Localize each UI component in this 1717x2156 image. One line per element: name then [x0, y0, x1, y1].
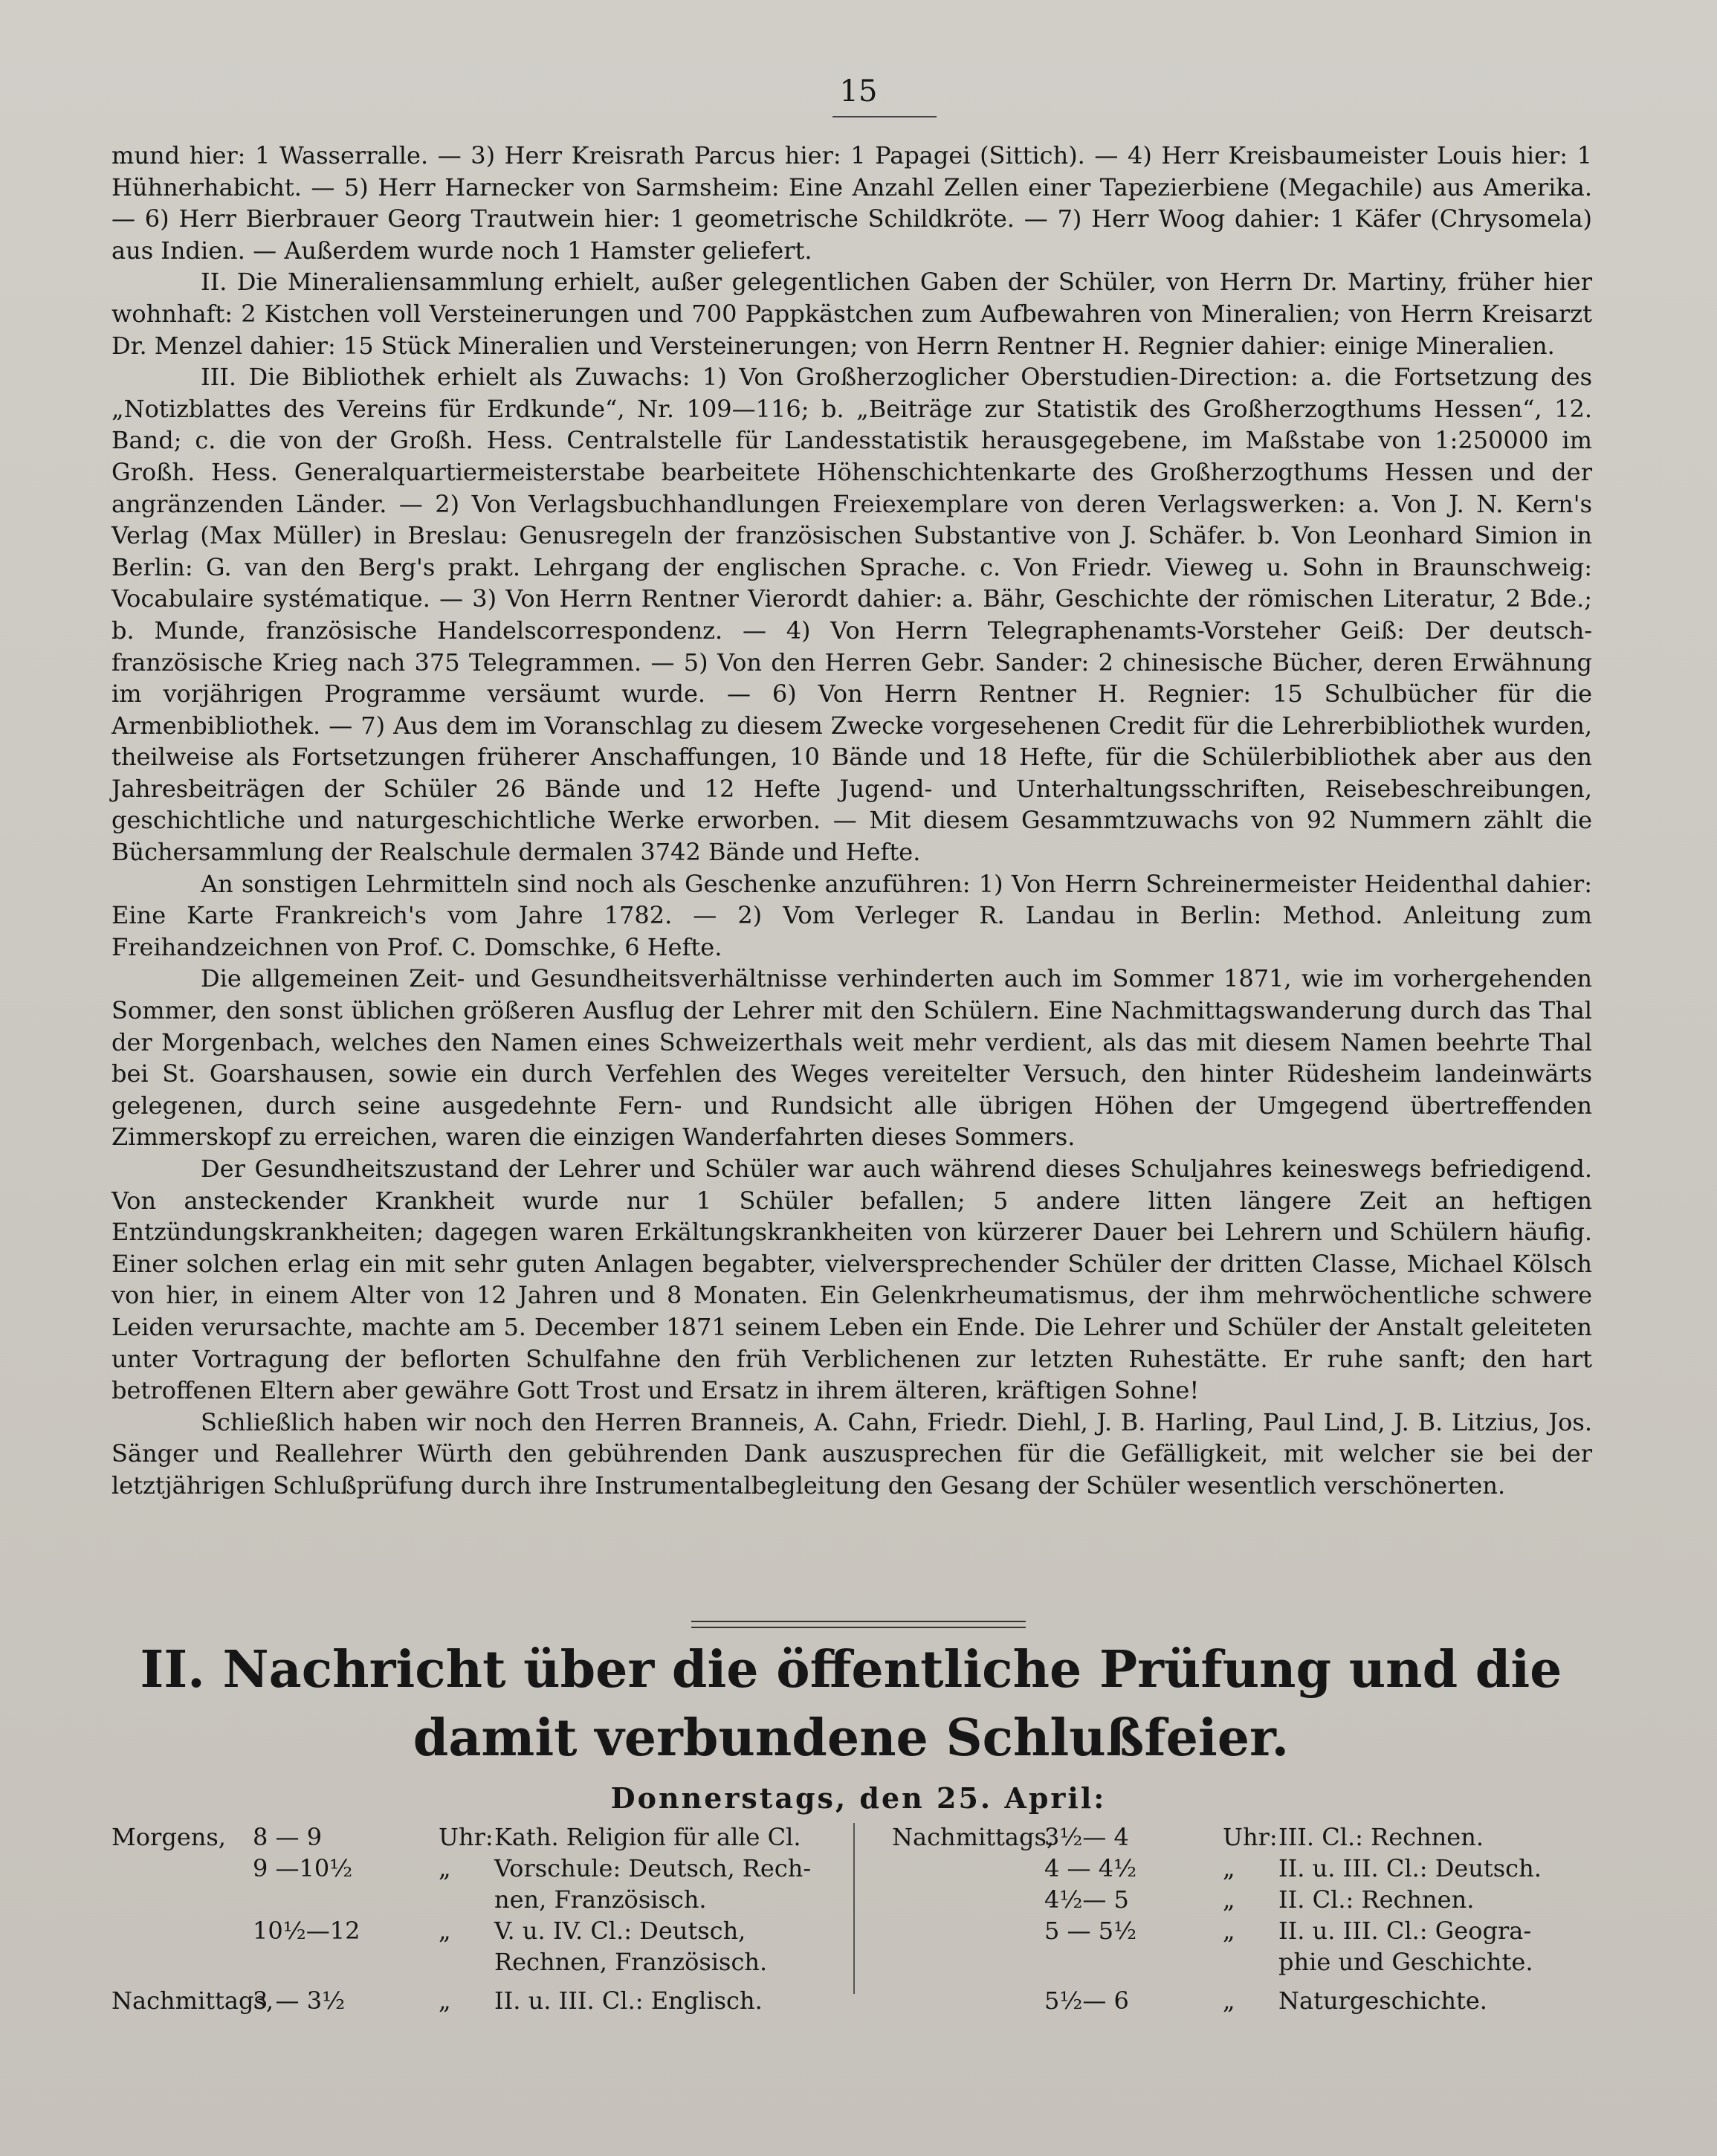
schedule-time: 10½—12	[253, 1917, 360, 1945]
date-line: Donnerstags, den 25. April:	[610, 1781, 1107, 1815]
paragraph-mineral-collection: II. Die Mineraliensammlung erhielt, außer gelegentlichen Gaben der Schüler, von Herrn Dr. Martiny, früher hier wohnhaft: 2 Kistchen voll Versteinerungen und 700 Pappkästchen zum Aufbewahren von Mineralien; von Herrn Kreisarzt Dr. Menzel dahier: 15 Stück Mineralien und Versteinerungen; von Herrn Rentner H. Regnier dahier: einige Mineralien.	[111, 268, 1592, 360]
schedule-label: Nachmittags,	[111, 1986, 274, 2015]
schedule-time: 8 — 9	[253, 1823, 323, 1851]
paragraph-library: III. Die Bibliothek erhielt als Zuwachs: 1) Von Großherzoglicher Oberstudien-Direction: a. die Fortsetzung des „Notizblattes des Vereins für Erdkunde“, Nr. 109—116; b. „Beiträge zur Statistik des Großherzogthums Hessen“, 12. Band; c. die von der Großh. Hess. Centralstelle für Landesstatistik herausgegebene, im Maßstabe von 1:250000 im Großh. Hess. Generalquartiermeisterstabe bearbeitete Höhenschichtenkarte des Großherzogthums Hessen und der angränzenden Länder. — 2) Von Verlagsbuchhandlungen Freiexemplare von deren Verlagswerken: a. Von J. N. Kern's Verlag (Max Müller) in Breslau: Genusregeln der französischen Substantive von J. Schäfer. b. Von Leonhard Simion in Berlin: G. van den Berg's prakt. Lehrgang der englischen Sprache. c. Von Friedr. Vieweg u. Sohn in Braunschweig: Vocabulaire systématique. — 3) Von Herrn Rentner Vierordt dahier: a. Bähr, Geschichte der römischen Literatur, 2 Bde.; b. Munde, französische Handelscorrespondenz. — 4) Von Herrn Telegraphenamts-Vorsteher Geiß: Der deutsch-französische Krieg nach 375 Telegrammen. — 5) Von den Herren Gebr. Sander: 2 chinesische Bücher, deren Erwähnung im vorjährigen Programme versäumt wurde. — 6) Von Herrn Rentner H. Regnier: 15 Schulbücher für die Armenbibliothek. — 7) Aus dem im Voranschlag zu diesem Zwecke vorgesehenen Credit für die Lehrerbibliothek wurden, theilweise als Fortsetzungen früherer Anschaffungen, 10 Bände und 18 Hefte, für die Schülerbibliothek aber aus den Jahresbeiträgen der Schüler 26 Bände und 12 Hefte Jugend- und Unterhaltungsschriften, Reisebeschreibungen, geschichtliche und naturgeschichtliche Werke erworben. — Mit diesem Gesammtzuwachs von 92 Nummern zählt die Büchersammlung der Realschule dermalen 3742 Bände und Hefte.	[111, 363, 1592, 867]
schedule-subject: II. u. III. Cl.: Geogra-	[1278, 1917, 1532, 1945]
schedule-subject: Kath. Religion für alle Cl.	[494, 1823, 801, 1851]
body-text	[111, 140, 1592, 1502]
schedule-unit: „	[1223, 1986, 1235, 2015]
schedule-subject: III. Cl.: Rechnen.	[1278, 1823, 1484, 1851]
schedule-subject: Rechnen, Französisch.	[494, 1948, 768, 1976]
paragraph-excursions: Die allgemeinen Zeit- und Gesundheitsverhältnisse verhinderten auch im Sommer 1871, wie im vorhergehenden Sommer, den sonst üblichen größeren Ausflug der Lehrer mit den Schülern. Eine Nachmittagswanderung durch das Thal der Morgenbach, welches den Namen eines Schweizerthals weit mehr verdient, als das mit diesem Namen beehrte Thal bei St. Goarshausen, sowie ein durch Verfehlen des Weges vereitelter Versuch, den hinter Rüdesheim landeinwärts gelegenen, durch seine ausgedehnte Fern- und Rundsicht alle übrigen Höhen der Umgegend übertreffenden Zimmerskopf zu erreichen, waren die einzigen Wanderfahrten dieses Sommers.	[111, 964, 1592, 1152]
schedule-time: 3 — 3½	[253, 1986, 346, 2015]
section-title: II. Nachricht über die öffentliche Prüfung und die damit verbundene Schlußfeier.	[140, 1640, 1562, 1768]
schedule-time: 4½— 5	[1044, 1885, 1129, 1914]
schedule-unit: „	[1223, 1885, 1235, 1914]
schedule-unit: „	[439, 1917, 451, 1945]
schedule-unit: Uhr:	[439, 1823, 494, 1851]
schedule-unit: „	[1223, 1917, 1235, 1945]
schedule-subject: II. u. III. Cl.: Englisch.	[494, 1986, 763, 2015]
schedule-label: Nachmittags,	[892, 1823, 1055, 1851]
schedule-unit: „	[1223, 1854, 1235, 1882]
schedule-time: 3½— 4	[1044, 1823, 1129, 1851]
page-number: 15	[839, 74, 878, 109]
schedule-time: 5½— 6	[1044, 1986, 1129, 2015]
paragraph-teaching-aids: An sonstigen Lehrmitteln sind noch als Geschenke anzuführen: 1) Von Herrn Schreinermeister Heidenthal dahier: Eine Karte Frankreich's vom Jahre 1782. — 2) Vom Verleger R. Landau in Berlin: Method. Anleitung zum Freihandzeichnen von Prof. C. Domschke, 6 Hefte.	[111, 869, 1592, 961]
schedule-time: 4 — 4½	[1044, 1854, 1137, 1882]
schedule-time: 9 —10½	[253, 1854, 353, 1882]
schedule-subject: nen, Französisch.	[494, 1885, 707, 1914]
paragraph-thanks: Schließlich haben wir noch den Herren Branneis, A. Cahn, Friedr. Diehl, J. B. Harling, Paul Lind, J. B. Litzius, Jos. Sänger und Reallehrer Würth den gebührenden Dank auszusprechen für die Gefälligkeit, mit welcher sie bei der letztjährigen Schlußprüfung durch ihre Instrumentalbegleitung den Gesang der Schüler wesentlich verschönerten.	[111, 1407, 1592, 1500]
schedule-unit: Uhr:	[1223, 1823, 1278, 1851]
page-number-rule	[832, 116, 937, 117]
schedule-subject: Naturgeschichte.	[1278, 1986, 1487, 2015]
schedule-subject: phie und Geschichte.	[1278, 1948, 1533, 1976]
schedule-unit: „	[439, 1986, 451, 2015]
schedule-label: Morgens,	[111, 1823, 226, 1851]
exam-schedule	[111, 1821, 1591, 2134]
schedule-subject: II. Cl.: Rechnen.	[1278, 1885, 1475, 1914]
schedule-subject: V. u. IV. Cl.: Deutsch,	[494, 1917, 746, 1945]
paragraph-zoology-donations: mund hier: 1 Wasserralle. — 3) Herr Kreisrath Parcus hier: 1 Papagei (Sittich). — 4) Herr Kreisbaumeister Louis hier: 1 Hühnerhabicht. — 5) Herr Harnecker von Sarmsheim: Eine Anzahl Zellen einer Tapezierbiene (Megachile) aus Amerika. — 6) Herr Bierbrauer Georg Trautwein hier: 1 geometrische Schildkröte. — 7) Herr Woog dahier: 1 Käfer (Chrysomela) aus Indien. — Außerdem wurde noch 1 Hamster geliefert.	[111, 141, 1592, 265]
paragraph-health: Der Gesundheitszustand der Lehrer und Schüler war auch während dieses Schuljahres keineswegs befriedigend. Von ansteckender Krankheit wurde nur 1 Schüler befallen; 5 andere litten längere Zeit an heftigen Entzündungskrankheiten; dagegen waren Erkältungskrankheiten von kürzerer Dauer bei Lehrern und Schülern häufig. Einer solchen erlag ein mit sehr guten Anlagen begabter, vielversprechender Schüler der dritten Classe, Michael Kölsch von hier, in einem Alter von 12 Jahren und 8 Monaten. Ein Gelenkrheumatismus, der ihm mehrwöchentliche schwere Leiden verursachte, machte am 5. December 1871 seinem Leben ein Ende. Die Lehrer und Schüler der Anstalt geleiteten unter Vortragung der beflorten Schulfahne den früh Verblichenen zur letzten Ruhestätte. Er ruhe sanft; den hart betroffenen Eltern aber gewähre Gott Trost und Ersatz in ihrem älteren, kräftigen Sohne!	[111, 1155, 1592, 1405]
schedule-subject: Vorschule: Deutsch, Rech-	[494, 1854, 812, 1882]
section-divider	[691, 1621, 1026, 1628]
schedule-time: 5 — 5½	[1044, 1917, 1137, 1945]
schedule-unit: „	[439, 1854, 451, 1882]
schedule-subject: II. u. III. Cl.: Deutsch.	[1278, 1854, 1542, 1882]
